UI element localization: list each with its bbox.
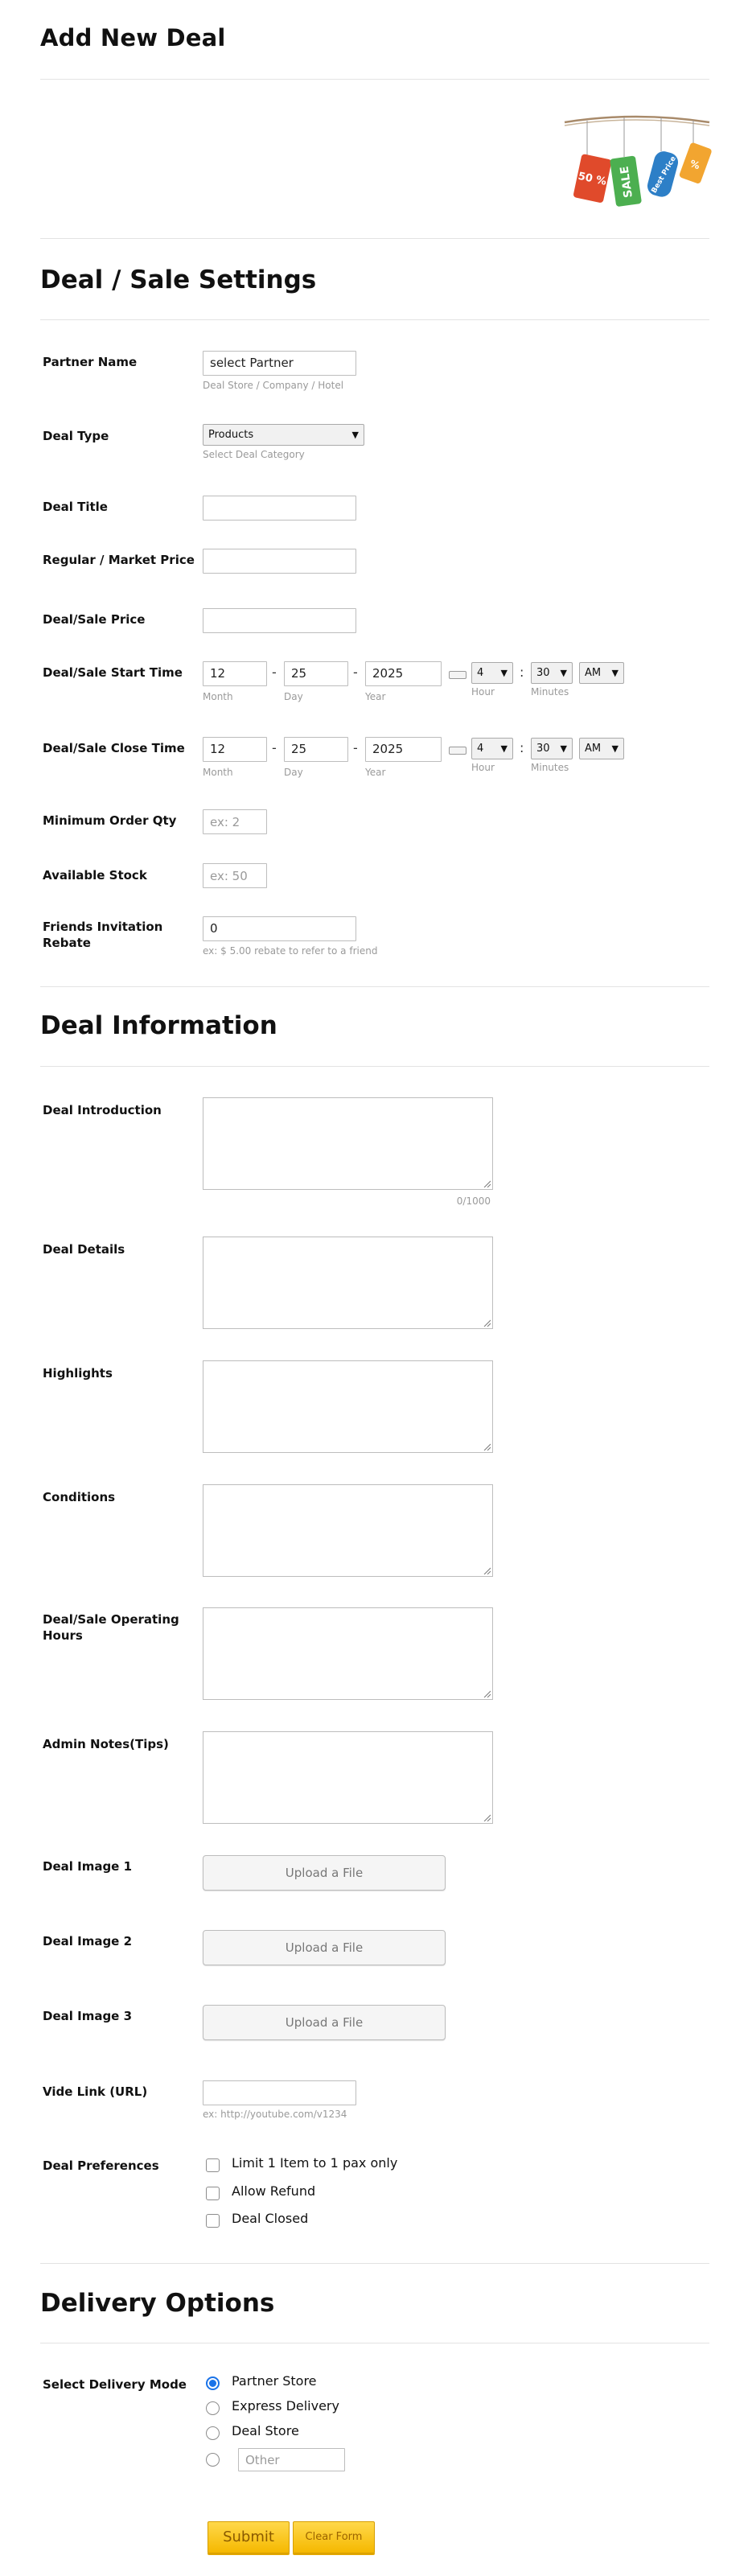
delivery-mode-label: Select Delivery Mode <box>43 2377 187 2392</box>
deal-details-label: Deal Details <box>43 1242 125 1257</box>
start-year-hint: Year <box>365 691 386 702</box>
header-divider <box>40 79 709 80</box>
sale-price-input[interactable] <box>203 608 356 633</box>
best-price-tag-label: Best Price <box>650 154 678 195</box>
operating-hours-textarea[interactable] <box>203 1607 493 1700</box>
close-time-label: Deal/Sale Close Time <box>43 741 185 755</box>
deal-type-select[interactable] <box>203 424 364 446</box>
allow-refund-checkbox[interactable] <box>206 2187 220 2200</box>
regular-price-input[interactable] <box>203 549 356 574</box>
resize-grip-icon <box>483 1813 491 1821</box>
start-minutes-value: 30 <box>536 667 550 679</box>
best-price-tag <box>645 149 680 199</box>
partner-name-hint: Deal Store / Company / Hotel <box>203 380 344 391</box>
allow-refund-label: Allow Refund <box>232 2183 316 2199</box>
delivery-other-radio[interactable] <box>206 2453 220 2467</box>
deal-image-2-label: Deal Image 2 <box>43 1934 133 1948</box>
regular-price-label: Regular / Market Price <box>43 553 195 567</box>
close-ampm-select[interactable] <box>579 738 624 759</box>
rebate-label: Friends Invitation Rebate <box>43 920 163 950</box>
deal-details-textarea[interactable] <box>203 1237 493 1329</box>
information-divider <box>40 1066 709 1067</box>
deal-preferences-label: Deal Preferences <box>43 2158 159 2173</box>
start-ampm-value: AM <box>585 667 602 679</box>
deal-introduction-counter: 0/1000 <box>456 1195 491 1207</box>
resize-grip-icon <box>483 1566 491 1574</box>
deal-type-hint: Select Deal Category <box>203 449 305 460</box>
highlights-label: Highlights <box>43 1366 113 1381</box>
deal-introduction-textarea[interactable] <box>203 1097 493 1190</box>
start-hour-hint: Hour <box>471 686 495 697</box>
close-hour-select[interactable] <box>471 738 513 759</box>
chevron-down-icon: ▼ <box>500 668 508 678</box>
close-minutes-value: 30 <box>536 743 550 755</box>
limit-one-item-label: Limit 1 Item to 1 pax only <box>232 2155 398 2171</box>
resize-grip-icon <box>483 1442 491 1451</box>
conditions-textarea[interactable] <box>203 1484 493 1577</box>
deal-title-label: Deal Title <box>43 500 108 514</box>
start-time-colon: : <box>520 665 524 680</box>
close-year-hint: Year <box>365 767 386 778</box>
delivery-deal-store-radio[interactable] <box>206 2426 220 2440</box>
close-hour-value: 4 <box>477 743 484 755</box>
resize-grip-icon <box>483 1689 491 1697</box>
settings-divider <box>40 319 709 320</box>
start-date-dash-1: - <box>272 665 277 680</box>
delivery-deal-store-label: Deal Store <box>232 2423 299 2438</box>
section-title-delivery: Delivery Options <box>40 2289 275 2318</box>
close-year-input[interactable]: 2025 <box>365 737 442 762</box>
start-month-input[interactable]: 12 <box>203 661 267 686</box>
page-title: Add New Deal <box>40 24 226 51</box>
admin-notes-label: Admin Notes(Tips) <box>43 1737 169 1751</box>
resize-grip-icon <box>483 1179 491 1187</box>
close-date-dash-2: - <box>353 740 358 755</box>
close-minutes-select[interactable] <box>531 738 573 759</box>
deal-image-2-upload-button[interactable]: Upload a File <box>203 1930 446 1965</box>
chevron-down-icon: ▼ <box>560 668 567 678</box>
sale-price-label: Deal/Sale Price <box>43 612 146 627</box>
delivery-express-radio[interactable] <box>206 2401 220 2415</box>
chevron-down-icon: ▼ <box>500 743 508 754</box>
delivery-partner-store-label: Partner Store <box>232 2373 317 2389</box>
deal-type-value: Products <box>208 429 254 441</box>
start-year-input[interactable]: 2025 <box>365 661 442 686</box>
rebate-hint: ex: $ 5.00 rebate to refer to a friend <box>203 945 378 957</box>
close-hour-hint: Hour <box>471 762 495 773</box>
start-hour-select[interactable] <box>471 662 513 684</box>
chevron-down-icon: ▼ <box>611 743 619 754</box>
deal-image-3-upload-button[interactable]: Upload a File <box>203 2005 446 2040</box>
deal-introduction-label: Deal Introduction <box>43 1103 162 1117</box>
close-ampm-value: AM <box>585 743 602 755</box>
chevron-down-icon: ▼ <box>560 743 567 754</box>
close-day-input[interactable]: 25 <box>284 737 348 762</box>
start-date-dash-2: - <box>353 665 358 680</box>
deal-image-1-upload-button[interactable]: Upload a File <box>203 1855 446 1891</box>
delivery-other-input[interactable] <box>238 2448 345 2471</box>
admin-notes-textarea[interactable] <box>203 1731 493 1824</box>
close-time-colon: : <box>520 740 524 755</box>
sale-tags-illustration <box>563 113 716 213</box>
fifty-percent-tag <box>573 154 612 204</box>
chevron-down-icon: ▼ <box>611 668 619 678</box>
rebate-input[interactable]: 0 <box>203 916 356 941</box>
start-hour-value: 4 <box>477 667 484 679</box>
min-order-qty-input[interactable] <box>203 809 267 834</box>
limit-one-item-checkbox[interactable] <box>206 2158 220 2172</box>
resize-grip-icon <box>483 1319 491 1327</box>
close-day-hint: Day <box>284 767 303 778</box>
sale-tag-label: SALE <box>618 165 635 199</box>
delivery-express-label: Express Delivery <box>232 2398 339 2413</box>
delivery-partner-store-radio[interactable] <box>206 2376 220 2390</box>
close-calendar-toggle[interactable] <box>449 747 466 755</box>
deal-image-3-label: Deal Image 3 <box>43 2009 133 2023</box>
banner-divider <box>40 238 709 239</box>
start-day-input[interactable]: 25 <box>284 661 348 686</box>
start-ampm-select[interactable] <box>579 662 624 684</box>
video-link-label: Vide Link (URL) <box>43 2084 148 2099</box>
close-month-input[interactable]: 12 <box>203 737 267 762</box>
close-date-dash-1: - <box>272 740 277 755</box>
close-month-hint: Month <box>203 767 233 778</box>
deal-image-1-label: Deal Image 1 <box>43 1859 133 1874</box>
settings-end-divider <box>40 986 709 987</box>
start-day-hint: Day <box>284 691 303 702</box>
start-month-hint: Month <box>203 691 233 702</box>
start-calendar-toggle[interactable] <box>449 671 466 679</box>
chevron-down-icon: ▼ <box>351 430 359 440</box>
information-end-divider <box>40 2263 709 2264</box>
partner-name-field[interactable]: select Partner <box>203 351 356 376</box>
operating-hours-label: Deal/Sale Operating Hours <box>43 1612 179 1643</box>
close-minutes-hint: Minutes <box>531 762 569 773</box>
percent-tag-label: % <box>688 158 702 172</box>
deal-type-label: Deal Type <box>43 429 109 443</box>
start-time-label: Deal/Sale Start Time <box>43 665 183 680</box>
start-minutes-hint: Minutes <box>531 686 569 697</box>
sale-tag <box>610 155 642 207</box>
delivery-divider <box>40 2343 709 2344</box>
percent-tag <box>679 142 713 184</box>
submit-button[interactable]: Submit <box>208 2521 290 2553</box>
start-minutes-select[interactable] <box>531 662 573 684</box>
fifty-percent-tag-label: 50 % <box>577 170 608 188</box>
section-title-information: Deal Information <box>40 1011 277 1040</box>
section-title-settings: Deal / Sale Settings <box>40 265 317 294</box>
available-stock-input[interactable] <box>203 863 267 888</box>
deal-closed-label: Deal Closed <box>232 2211 309 2226</box>
clear-form-button[interactable]: Clear Form <box>293 2521 375 2553</box>
available-stock-label: Available Stock <box>43 868 147 883</box>
min-order-qty-label: Minimum Order Qty <box>43 813 177 828</box>
deal-title-input[interactable] <box>203 496 356 521</box>
video-link-hint: ex: http://youtube.com/v1234 <box>203 2109 347 2120</box>
conditions-label: Conditions <box>43 1490 116 1504</box>
deal-closed-checkbox[interactable] <box>206 2214 220 2228</box>
video-link-input[interactable] <box>203 2080 356 2105</box>
highlights-textarea[interactable] <box>203 1360 493 1453</box>
partner-name-label: Partner Name <box>43 355 138 369</box>
